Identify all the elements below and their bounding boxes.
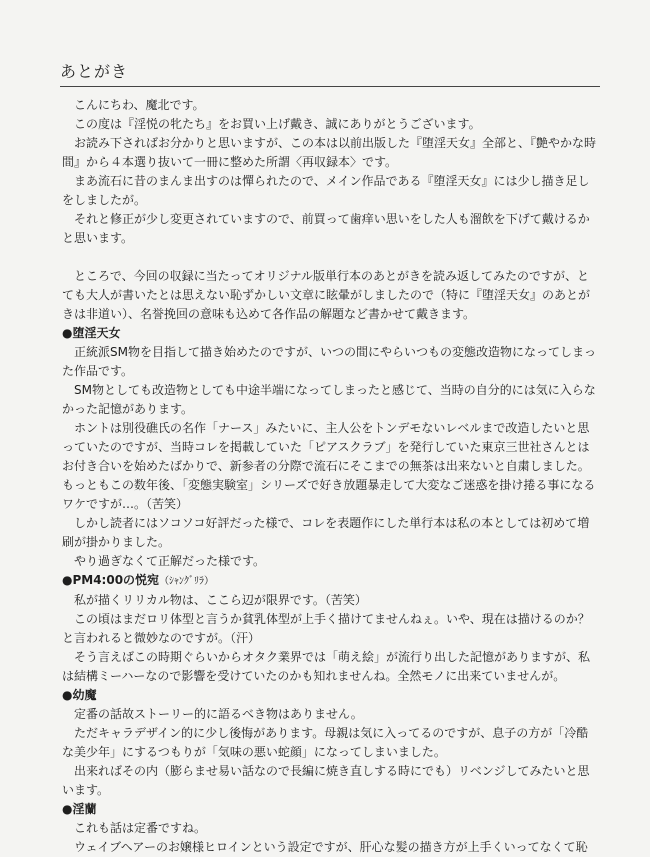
- section-paragraph: そう言えばこの時期ぐらいからオタク業界では「萌え絵」が流行り出した記憶がありますが、私は結構ミーハーなので影響を受けていたのかも知れませんね。全然モノに出来ていませんが。: [62, 650, 591, 683]
- section-title: ●淫蘭: [62, 802, 97, 816]
- section-paragraph: これも話は定番ですね。: [74, 821, 207, 835]
- section-paragraph: やり過ぎなくて正解だった様です。: [74, 554, 266, 568]
- section-paragraph: 出来ればその内（膨らませ易い話なので長編に焼き直しする時にでも）リベンジしてみたいと思います。: [62, 764, 590, 797]
- section-paragraph: この頃はまだロリ体型と言うか貧乳体型が上手く描けてませんねぇ。いや、現在は描けるのか？と言われると微妙なのですが。（汗）: [62, 612, 590, 645]
- section-heading: [62, 571, 596, 591]
- intro-paragraph: それと修正が少し変更されていますので、前買って歯痒い思いをした人も溜飲を下げて戴けるかと思います。: [62, 212, 590, 245]
- intro-paragraph: こんにちわ、魔北です。: [74, 98, 205, 112]
- section-title: ●PM4:00の悦宛: [62, 573, 160, 587]
- intro-paragraph: お読み下さればお分かりと思いますが、この本は以前出版した『堕淫天女』全部と、『艶やかな時間』から４本選り抜いて一冊に整めた所謂〈再収録本〉です。: [62, 136, 597, 169]
- section-paragraph: ウェイブヘアーのお嬢様ヒロインという設定ですが、肝心な髪の描き方が上手くいってなくて恥: [74, 840, 588, 854]
- section-heading: [62, 800, 596, 819]
- section-paragraph: ホントは別役礁氏の名作「ナース」みたいに、主人公をトンデモないレベルまで改造したいと思っていたのですが、当時コレを掲載していた「ピアスクラブ」を発行していた東京三世社さんとはお付き合いを始めたばかりで、新参者の分際で流石にそこまでの無茶は出来ないと自粛しました。もっともこの数年後、「変態実験室」シリーズで好き放題暴走して大変なご迷惑を掛け捲る事になるワケですが…。（苦笑）: [62, 421, 596, 511]
- section-title: ●堕淫天女: [62, 326, 121, 340]
- section-heading: [62, 324, 596, 343]
- section-subtitle: （ｼｬﾝｸﾞﾘﾗ）: [159, 576, 215, 587]
- intro-paragraph: まあ流石に昔のまんま出すのは憚られたので、メイン作品である『堕淫天女』には少し描き足しをしましたが。: [62, 174, 590, 207]
- section-heading: [62, 686, 596, 705]
- title-divider: [60, 86, 600, 87]
- section-paragraph: SM物としても改造物としても中途半端になってしまったと感じて、当時の自分的には気に入らなかった記憶があります。: [62, 383, 596, 416]
- section-title: ●幼魔: [62, 688, 97, 702]
- section-paragraph: 正統派SM物を目指して描き始めたのですが、いつの間にやらいつもの変態改造物になってしまった作品です。: [62, 345, 596, 378]
- section-paragraph: しかし読者にはソコソコ好評だった様で、コレを表題作にした単行本は私の本としては初めて増刷が掛かりました。: [62, 516, 590, 549]
- page-title: あとがき: [60, 62, 129, 81]
- section-paragraph: 定番の話故ストーリー的に語るべき物はありません。: [74, 707, 363, 721]
- section-paragraph: ただキャラデザイン的に少し後悔があります。母親は気に入ってるのですが、息子の方が「冷酷な美少年」にするつもりが「気味の悪い蛇顔」になってしまいました。: [62, 726, 589, 759]
- afterword-body: [62, 96, 596, 857]
- section-paragraph: 私が描くリリカル物は、ここら辺が限界です。（苦笑）: [74, 593, 367, 607]
- intro-paragraph: この度は『淫悦の牝たち』をお買い上げ戴き、誠にありがとうございます。: [74, 117, 481, 131]
- paragraph: ところで、今回の収録に当たってオリジナル版単行本のあとがきを読み返してみたのですが、とても大人が書いたとは思えない恥ずかしい文章に眩暈がしましたので（特に『堕淫天女』のあとがきは非道い）、名誉挽回の意味も込めて各作品の解題など書かせて戴きます。: [62, 269, 591, 321]
